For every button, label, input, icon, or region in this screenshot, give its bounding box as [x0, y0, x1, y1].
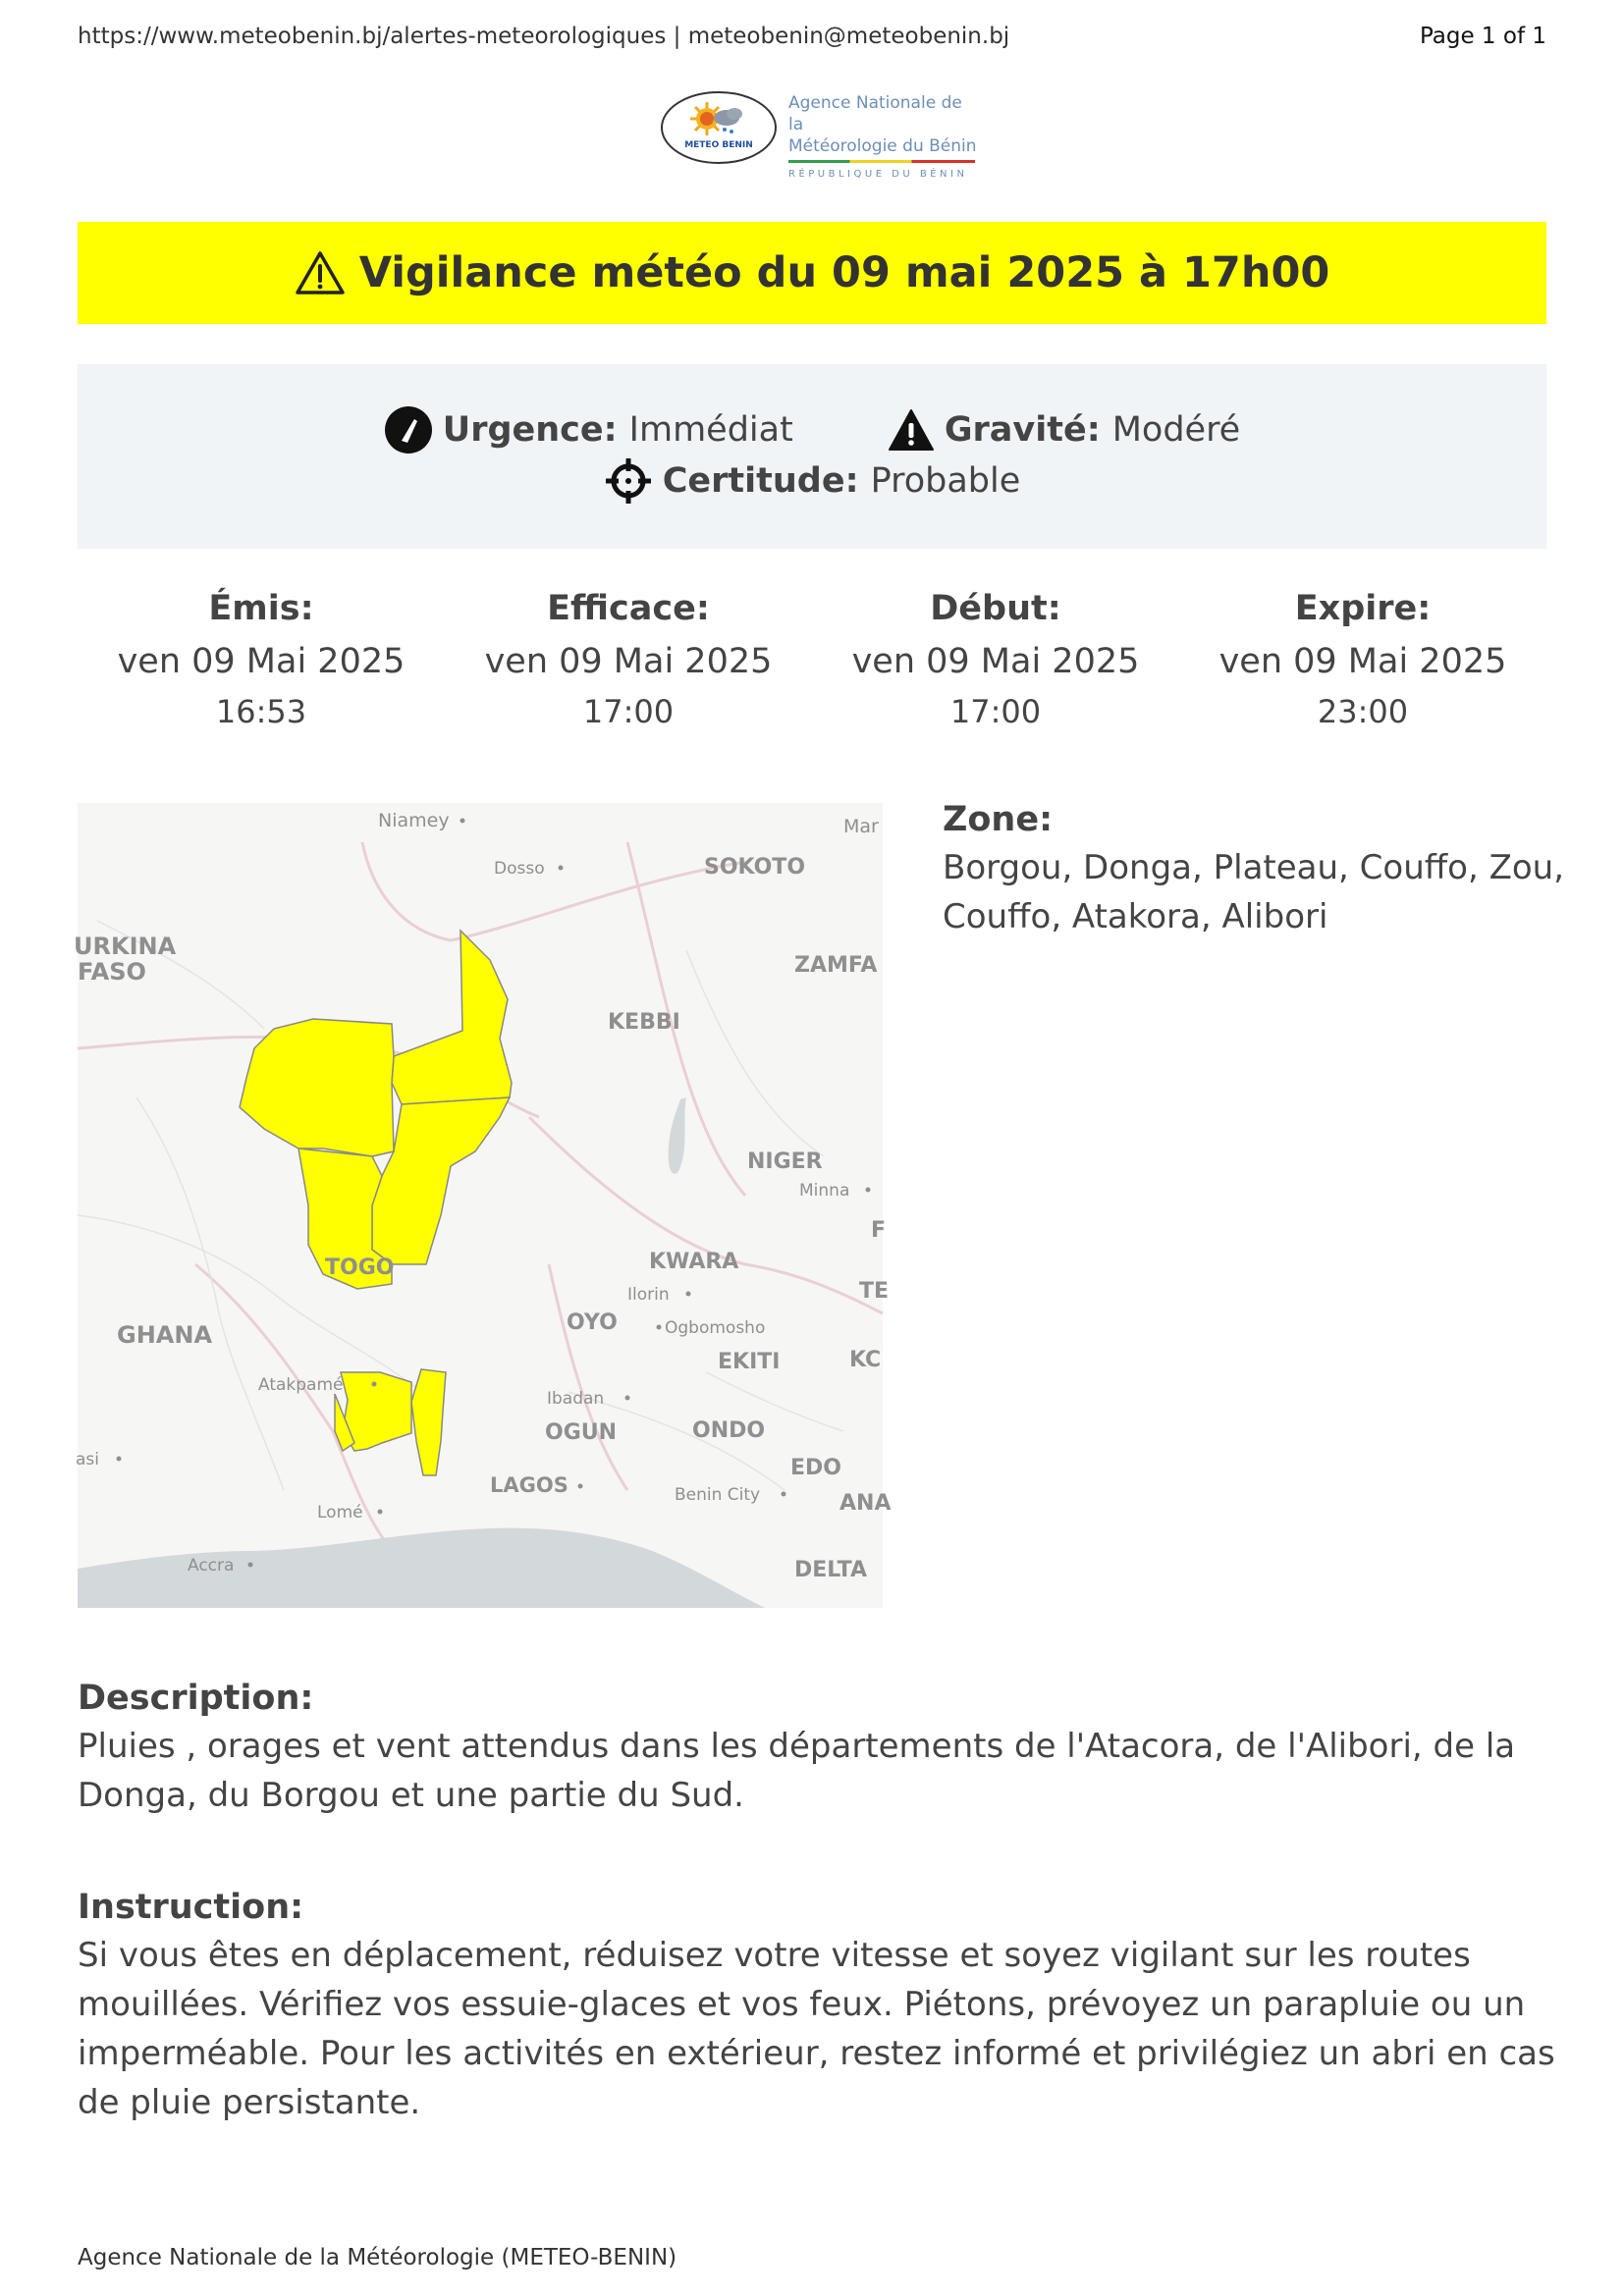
map-label: OYO	[567, 1310, 618, 1335]
map-label: Ilorin	[627, 1285, 670, 1305]
urgency-item	[384, 405, 793, 454]
map-label: LAGOS	[490, 1473, 568, 1497]
alert-summary	[78, 364, 1546, 549]
description-section	[78, 1679, 1560, 1820]
severity-item	[888, 408, 1240, 452]
footer-agency: Agence Nationale de la Météorologie (METEO-BENIN)	[78, 2245, 677, 2270]
source-url[interactable]: https://www.meteobenin.bj/alertes-meteorologiques | meteobenin@meteobenin.bj	[78, 24, 1010, 49]
instruction-section	[78, 1888, 1560, 2127]
map-label: KC	[849, 1348, 882, 1372]
urgency-value: Immédiat	[628, 410, 793, 450]
date-label: Émis:	[208, 589, 314, 628]
logo-color-rule	[788, 160, 975, 163]
urgency-label: Urgence:	[442, 410, 618, 450]
map-label: FASO	[78, 958, 146, 986]
date-value: ven 09 Mai 2025	[851, 642, 1140, 681]
certainty-value: Probable	[870, 461, 1021, 501]
instruction-text: Si vous êtes en déplacement, réduisez votre vitesse et soyez vigilant sur les routes mouillées. Vérifiez vos essuie-glaces et vos feux. Piétons, prévoyez un parapluie ou un imperméable. Pour les activités en extérieur, restez informé et privilégiez un abri en cas de pluie persistante.	[78, 1936, 1555, 2122]
map-label: TE	[859, 1279, 890, 1304]
certainty-item	[604, 456, 1021, 506]
date-label: Expire:	[1294, 589, 1432, 628]
severity-label: Gravité:	[944, 410, 1101, 450]
map-label: F	[871, 1218, 887, 1243]
map-label: ZAMFA	[794, 953, 878, 978]
crosshair-icon	[604, 456, 653, 506]
logo-line-1: Agence Nationale de la	[788, 93, 962, 134]
map-label: KEBBI	[608, 1010, 680, 1035]
alert-map[interactable]	[74, 803, 892, 1608]
map-label: Niamey	[378, 810, 450, 831]
description-title: Description:	[78, 1679, 314, 1718]
map-label: Benin City	[675, 1485, 761, 1505]
expiry-date	[1179, 589, 1546, 730]
time-value: 23:00	[1317, 693, 1409, 730]
effective-date	[445, 589, 812, 730]
map-label: OGUN	[545, 1420, 618, 1445]
meteo-benin-emblem	[658, 88, 780, 167]
logo-line-3: RÉPUBLIQUE DU BÉNIN	[788, 169, 968, 180]
time-value: 17:00	[582, 693, 675, 730]
alert-banner	[78, 222, 1546, 324]
map-label: DELTA	[794, 1558, 867, 1582]
map-label: ONDO	[692, 1418, 766, 1443]
map-label: Accra	[188, 1556, 235, 1575]
map-label: URKINA	[74, 933, 177, 960]
map-label: EDO	[790, 1456, 841, 1480]
map-label: ANA	[839, 1491, 892, 1516]
zone-section	[943, 800, 1571, 941]
map-label: NIGER	[747, 1149, 823, 1174]
logo-badge-text: METEO BENIN	[684, 140, 753, 150]
date-label: Début:	[930, 589, 1061, 628]
map-label: Minna	[799, 1181, 850, 1201]
warning-triangle-icon	[295, 250, 346, 295]
map-label: Mar	[843, 816, 879, 837]
map-label: Atakpamé	[258, 1375, 344, 1395]
map-label: TOGO	[325, 1255, 395, 1280]
date-label: Efficace:	[547, 589, 710, 628]
agency-logo	[658, 88, 982, 180]
map-label: EKITI	[718, 1350, 781, 1374]
description-text: Pluies , orages et vent attendus dans les départements de l'Atacora, de l'Alibori, de la Donga, du Borgou et une partie du Sud.	[78, 1727, 1516, 1815]
zone-title: Zone:	[943, 800, 1054, 839]
issued-date	[78, 589, 445, 730]
onset-date	[812, 589, 1179, 730]
map-label: Lomé	[317, 1503, 363, 1522]
map-label: GHANA	[117, 1321, 213, 1349]
map-label: SOKOTO	[704, 855, 806, 880]
logo-line-2: Météorologie du Bénin	[788, 136, 977, 156]
map-label: asi	[76, 1450, 99, 1469]
map-label: Dosso	[494, 859, 545, 879]
page-number: Page 1 of 1	[1419, 24, 1546, 49]
map-canvas	[74, 803, 892, 1608]
warning-icon	[888, 408, 935, 452]
gauge-icon	[384, 405, 433, 454]
alert-title: Vigilance météo du 09 mai 2025 à 17h00	[358, 248, 1330, 297]
zone-list: Borgou, Donga, Plateau, Couffo, Zou, Couffo, Atakora, Alibori	[943, 848, 1565, 936]
time-value: 16:53	[215, 693, 307, 730]
map-label: Ibadan	[547, 1389, 605, 1409]
date-value: ven 09 Mai 2025	[1218, 642, 1507, 681]
certainty-label: Certitude:	[662, 461, 859, 501]
date-value: ven 09 Mai 2025	[117, 642, 406, 681]
severity-value: Modéré	[1111, 410, 1241, 450]
date-value: ven 09 Mai 2025	[484, 642, 773, 681]
map-label: KWARA	[649, 1250, 739, 1274]
instruction-title: Instruction:	[78, 1888, 304, 1927]
map-label: Ogbomosho	[665, 1318, 766, 1338]
time-value: 17:00	[949, 693, 1042, 730]
